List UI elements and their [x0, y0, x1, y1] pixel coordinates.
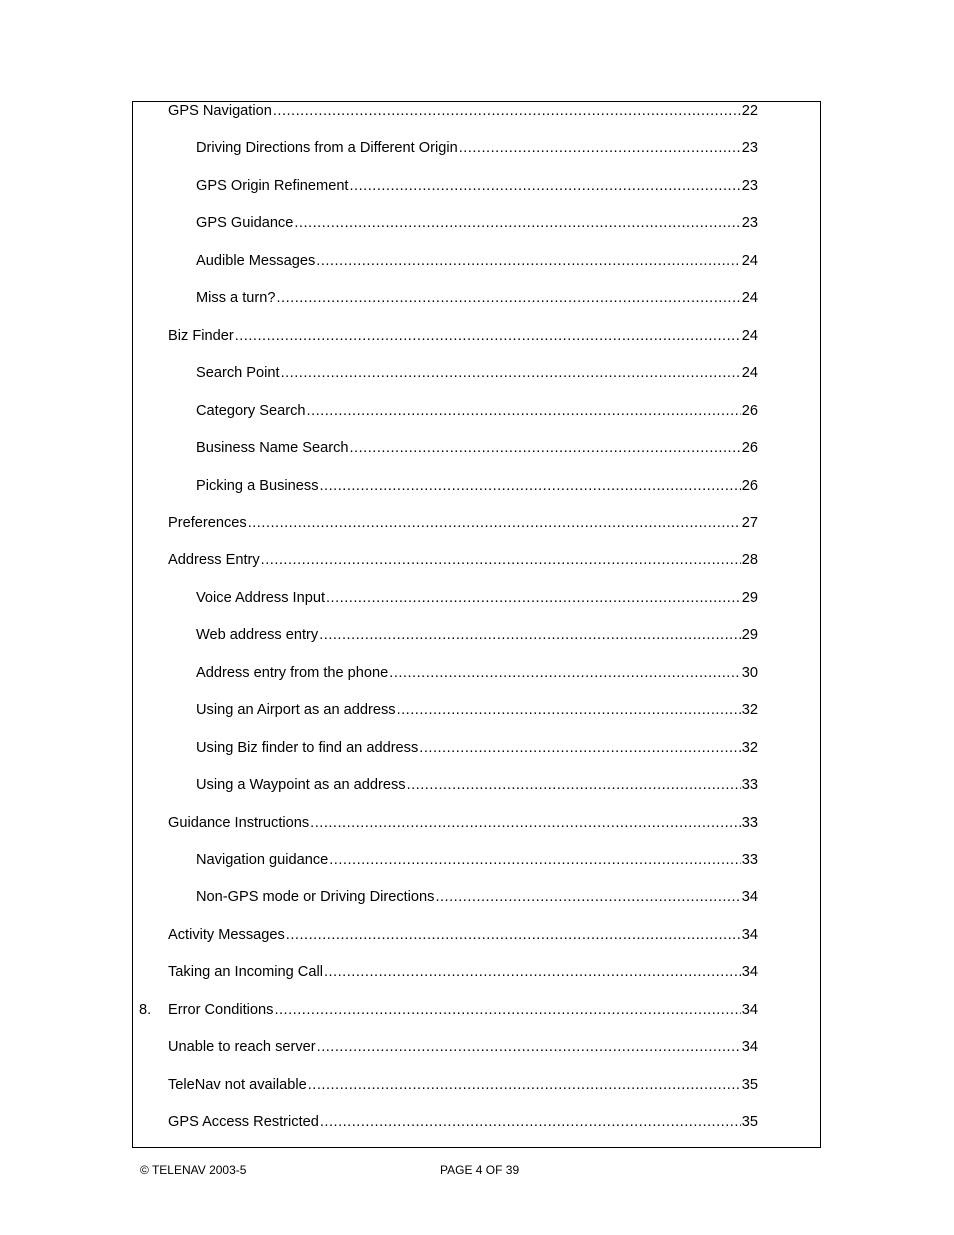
toc-entry-page: 24 [741, 327, 758, 344]
toc-entry-page: 32 [741, 702, 758, 719]
toc-entry[interactable] [168, 326, 758, 346]
toc-entry[interactable] [196, 625, 758, 645]
toc-entry[interactable] [196, 700, 758, 720]
toc-dot-leader [329, 850, 741, 870]
toc-entry-page: 26 [741, 402, 758, 419]
footer-page-number: PAGE 4 OF 39 [440, 1163, 520, 1177]
toc-entry[interactable] [168, 1112, 758, 1132]
toc-dot-leader [308, 1075, 741, 1095]
toc-dot-leader [248, 513, 741, 533]
toc-dot-leader [320, 1112, 741, 1132]
toc-entry-label: Picking a Business [196, 477, 319, 494]
toc-entry-page: 26 [741, 477, 758, 494]
toc-dot-leader [319, 625, 741, 645]
toc-entry[interactable] [196, 738, 758, 758]
toc-entry[interactable] [196, 176, 758, 196]
toc-dot-leader [407, 775, 741, 795]
toc-entry-label: Business Name Search [196, 440, 349, 457]
toc-entry-label: Audible Messages [196, 252, 316, 269]
toc-dot-leader [317, 1037, 741, 1057]
toc-entry[interactable] [196, 138, 758, 158]
toc-dot-leader [261, 550, 741, 570]
toc-entry[interactable] [196, 363, 758, 383]
toc-entry[interactable] [196, 850, 758, 870]
toc-entry-label: Miss a turn? [196, 290, 276, 307]
toc-entry[interactable] [196, 476, 758, 496]
toc-entry-page: 34 [741, 1039, 758, 1056]
toc-dot-leader [273, 101, 741, 121]
toc-entry[interactable] [139, 1000, 758, 1020]
toc-entry-page: 34 [741, 964, 758, 981]
toc-entry-page: 33 [741, 814, 758, 831]
toc-entry[interactable] [196, 775, 758, 795]
toc-entry-label: Using Biz finder to find an address [196, 739, 419, 756]
toc-entry-label: Unable to reach server [168, 1039, 316, 1056]
toc-entry-label: Search Point [196, 365, 280, 382]
toc-entry-page: 23 [741, 215, 758, 232]
toc-entry-label: Driving Directions from a Different Origin [196, 140, 458, 157]
toc-entry-label: Non-GPS mode or Driving Directions [196, 889, 435, 906]
toc-entry-page: 35 [741, 1114, 758, 1131]
toc-entry-page: 23 [741, 140, 758, 157]
toc-entry[interactable] [196, 401, 758, 421]
toc-entry-page: 28 [741, 552, 758, 569]
toc-entry-page: 35 [741, 1076, 758, 1093]
toc-entry-page: 24 [741, 252, 758, 269]
toc-entry-label: GPS Guidance [196, 215, 294, 232]
toc-dot-leader [316, 251, 741, 271]
toc-entry-label: TeleNav not available [168, 1076, 307, 1093]
toc-entry-page: 24 [741, 290, 758, 307]
toc-entry-page: 26 [741, 440, 758, 457]
toc-entry[interactable] [168, 1037, 758, 1057]
toc-dot-leader [235, 326, 741, 346]
toc-entry[interactable] [196, 588, 758, 608]
toc-entry-page: 22 [741, 103, 758, 119]
toc-entry[interactable] [196, 438, 758, 458]
toc-entry-page: 34 [741, 926, 758, 943]
toc-dot-leader [286, 925, 741, 945]
toc-dot-leader [389, 663, 741, 683]
toc-entry-label: Error Conditions [168, 1001, 274, 1018]
toc-entry-label: Preferences [168, 514, 247, 531]
toc-entry[interactable] [168, 550, 758, 570]
toc-entry-label: Guidance Instructions [168, 814, 310, 831]
toc-entry-label: GPS Access Restricted [168, 1114, 319, 1131]
toc-entry[interactable] [168, 1075, 758, 1095]
toc-dot-leader [397, 700, 741, 720]
toc-entry-page: 29 [741, 589, 758, 606]
toc-dot-leader [350, 176, 741, 196]
toc-entry[interactable] [196, 663, 758, 683]
toc-entry-page: 30 [741, 664, 758, 681]
toc-entry-label: Navigation guidance [196, 852, 329, 868]
toc-entry-page: 32 [741, 739, 758, 756]
toc-dot-leader [307, 401, 741, 421]
toc-entry-page: 33 [741, 777, 758, 794]
toc-dot-leader [276, 288, 740, 308]
toc-entry-page: 29 [741, 627, 758, 644]
toc-dot-leader [320, 476, 741, 496]
toc-entry-label: Category Search [196, 402, 306, 419]
toc-entry-label: Taking an Incoming Call [168, 964, 323, 981]
toc-entry[interactable] [196, 887, 758, 907]
toc-entry[interactable] [168, 813, 758, 833]
toc-dot-leader [435, 887, 740, 907]
toc-entry-page: 23 [741, 177, 758, 194]
toc-entry[interactable] [168, 101, 758, 121]
toc-dot-leader [274, 1000, 740, 1020]
toc-entry-label: Address entry from the phone [196, 664, 389, 681]
toc-entry-label: Biz Finder [168, 327, 234, 344]
toc-entry-label: Address Entry [168, 552, 260, 569]
toc-entry-page: 34 [741, 1001, 758, 1018]
toc-entry[interactable] [168, 513, 758, 533]
toc-entry-number: 8. [139, 1001, 152, 1018]
toc-entry-label: Voice Address Input [196, 589, 325, 606]
toc-dot-leader [350, 438, 741, 458]
toc-entry-page: 27 [741, 514, 758, 531]
toc-entry-label: Web address entry [196, 627, 319, 644]
toc-entry[interactable] [168, 962, 758, 982]
toc-entry-label: Activity Messages [168, 926, 285, 943]
toc-entry-label: Using a Waypoint as an address [196, 777, 406, 794]
toc-dot-leader [281, 363, 741, 383]
toc-dot-leader [326, 588, 741, 608]
toc-dot-leader [459, 138, 741, 158]
toc-dot-leader [310, 813, 741, 833]
toc-entry-label: GPS Navigation [168, 103, 272, 119]
toc-dot-leader [324, 962, 741, 982]
toc-entry[interactable] [196, 251, 758, 271]
toc-entry[interactable] [196, 288, 758, 308]
toc-entry-page: 24 [741, 365, 758, 382]
footer-copyright: © TELENAV 2003-5 [140, 1163, 247, 1177]
toc-entry[interactable] [168, 925, 758, 945]
toc-entry-label: Using an Airport as an address [196, 702, 396, 719]
toc-entry[interactable] [196, 213, 758, 233]
toc-dot-leader [294, 213, 740, 233]
toc-dot-leader [419, 738, 740, 758]
toc-entry-page: 33 [741, 852, 758, 868]
toc-entry-label: GPS Origin Refinement [196, 177, 349, 194]
toc-entry-page: 34 [741, 889, 758, 906]
